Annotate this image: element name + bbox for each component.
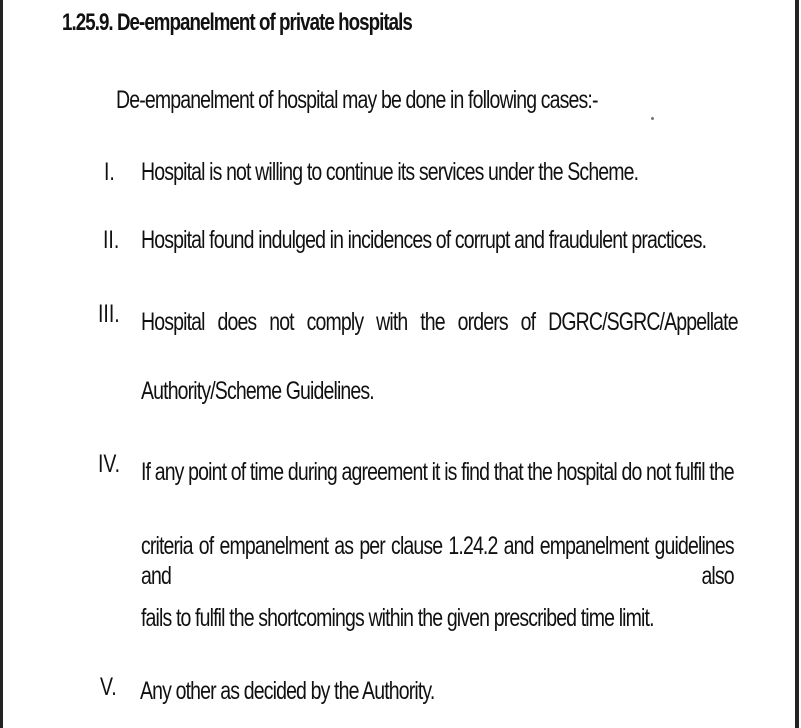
item-4-line-2: criteria of empanelment as per clause 1.24.2 and empanelment guidelines and also [141, 532, 734, 590]
item-5-numeral: V. [100, 673, 117, 701]
item-1-line-1: Hospital is not willing to continue its services under the Scheme. [141, 158, 639, 186]
section-heading: 1.25.9. De-empanelment of private hospitals [62, 9, 412, 36]
item-2-numeral: II. [103, 226, 120, 254]
item-2-line-1: Hospital found indulged in incidences of corrupt and fraudulent practices. [141, 226, 707, 254]
item-5-line-1: Any other as decided by the Authority. [140, 677, 435, 705]
item-4-line-3: fails to fulfil the shortcomings within the given prescribed time limit. [141, 604, 654, 632]
item-3-line-2: Authority/Scheme Guidelines. [141, 377, 374, 405]
item-3-numeral: III. [98, 300, 120, 328]
page-border-left [0, 0, 3, 728]
scan-speck [651, 117, 654, 120]
item-4-line-1: If any point of time during agreement it is find that the hospital do not fulfil the [141, 458, 734, 486]
item-1-numeral: I. [104, 158, 115, 186]
item-3-line-1: Hospital does not comply with the orders of DGRC/SGRC/Appellate [141, 308, 738, 336]
page-border-right [795, 0, 799, 728]
intro-text: De-empanelment of hospital may be done in following cases:- [116, 86, 598, 114]
item-4-numeral: IV. [98, 450, 121, 478]
